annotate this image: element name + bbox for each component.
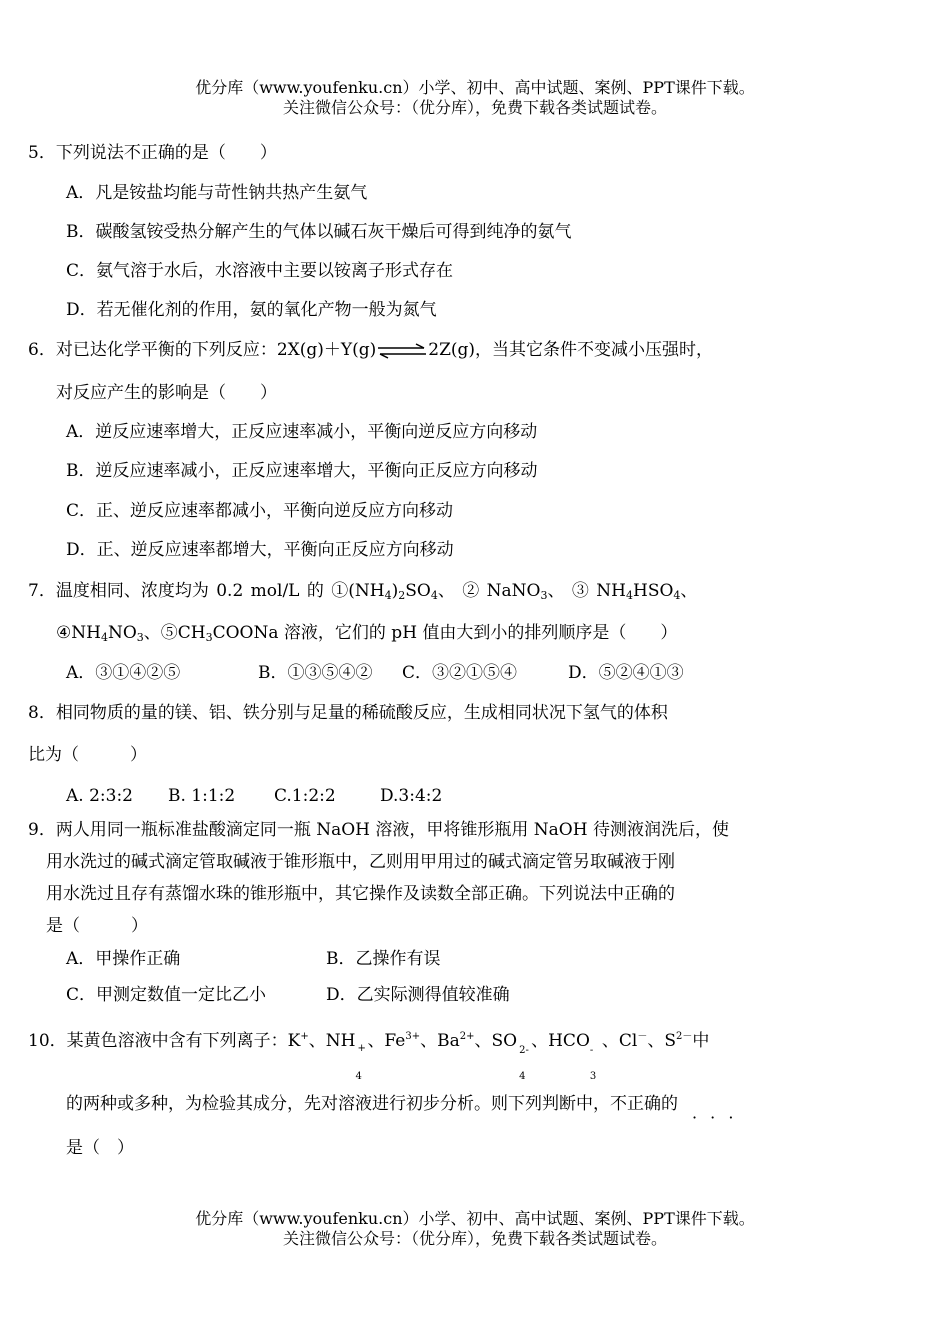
q7-sub-5: 4 bbox=[626, 589, 633, 602]
q10-line-3: 是（ ） bbox=[66, 1138, 134, 1158]
q6-stem-part-2: 2Z(g)，当其它条件不变减小压强时， bbox=[428, 340, 714, 360]
q10-text-nh: 、NH bbox=[308, 1031, 356, 1051]
q10-text-fe: 、Fe bbox=[367, 1031, 406, 1051]
q7-l2-sub-3: 3 bbox=[205, 631, 213, 644]
q7-text-2: ) bbox=[391, 581, 399, 601]
q7-option-d: D．⑤②④①③ bbox=[568, 663, 684, 683]
q7-l2-sub-2: 3 bbox=[136, 631, 144, 644]
q7-sub-1: 4 bbox=[384, 589, 392, 602]
q7-stem bbox=[28, 580, 697, 607]
q7-sub-3: 4 bbox=[430, 589, 438, 602]
q8-option-a: A. 2:3:2 bbox=[66, 786, 133, 806]
q9-line-2: 用水洗过的碱式滴定管取碱液于锥形瓶中，乙则用甲用过的碱式滴定管另取碱液于刚 bbox=[46, 852, 675, 872]
q5-option-a: A．凡是铵盐均能与苛性钠共热产生氨气 bbox=[66, 183, 368, 203]
page-footer bbox=[0, 1209, 950, 1249]
q6-option-b: B．逆反应速率减小，正反应速率增大，平衡向正反应方向移动 bbox=[66, 461, 538, 481]
q10-text-hco: 、HCO bbox=[531, 1031, 590, 1051]
q10-sup-fe: 3+ bbox=[405, 1031, 421, 1042]
q7-sub-4: 3 bbox=[540, 589, 548, 602]
footer-line-2: 关注微信公众号：（优分库），免费下载各类试题试卷。 bbox=[282, 1229, 667, 1248]
q10-sup-hco: - bbox=[589, 1045, 594, 1056]
header-line-1: 优分库（www.youfenku.cn）小学、初中、高中试题、案例、PPT课件下载。 bbox=[195, 78, 755, 97]
q7-option-b: B．①③⑤④② bbox=[258, 663, 373, 683]
q5-option-d: D．若无催化剂的作用，氨的氧化产物一般为氮气 bbox=[66, 300, 437, 320]
q6-stem-line-2: 对反应产生的影响是（ ） bbox=[56, 383, 277, 403]
q9-option-c: C．甲测定数值一定比乙小 bbox=[66, 985, 267, 1005]
q6-option-c: C．正、逆反应速率都减小，平衡向逆反应方向移动 bbox=[66, 501, 454, 521]
q5-option-b: B．碳酸氢铵受热分解产生的气体以碱石灰干燥后可得到纯净的氨气 bbox=[66, 222, 572, 242]
q8-stem-line-2: 比为（ ） bbox=[28, 745, 147, 765]
q7-l2-text-3: 、⑤CH bbox=[143, 623, 206, 643]
q7-text-5: 、 ③ NH bbox=[547, 581, 626, 601]
q6-stem bbox=[28, 339, 713, 362]
q8-option-b: B. 1:1:2 bbox=[168, 786, 236, 806]
q7-text-6: HSO bbox=[633, 581, 674, 601]
equilibrium-arrow-icon bbox=[376, 340, 428, 362]
q6-option-d: D．正、逆反应速率都增大，平衡向正反应方向移动 bbox=[66, 540, 454, 560]
q10-stem bbox=[28, 1026, 710, 1082]
q6-option-a: A．逆反应速率增大，正反应速率减小，平衡向逆反应方向移动 bbox=[66, 422, 538, 442]
q8-option-d: D.3:4:2 bbox=[380, 786, 443, 806]
q7-text-4: 、 ② NaNO bbox=[437, 581, 541, 601]
q7-text-7: 、 bbox=[680, 581, 698, 601]
q7-text-3: SO bbox=[405, 581, 431, 601]
q10-text-ba: 、Ba bbox=[420, 1031, 460, 1051]
q7-sub-6: 4 bbox=[673, 589, 681, 602]
q5-stem: 5．下列说法不正确的是（ ） bbox=[28, 143, 277, 163]
q7-l2-text-2: NO bbox=[107, 623, 137, 643]
q8-option-c: C.1:2:2 bbox=[274, 786, 336, 806]
q7-option-a: A．③①④②⑤ bbox=[66, 663, 181, 683]
q6-stem-part-1: 6．对已达化学平衡的下列反应：2X(g)＋Y(g) bbox=[28, 340, 377, 360]
page-header bbox=[0, 78, 950, 118]
q7-l2-text-1: ④NH bbox=[56, 623, 101, 643]
q10-sup-k: + bbox=[300, 1031, 309, 1042]
q10-sub-hco: 3 bbox=[589, 1071, 597, 1082]
q10-text-k: 10．某黄色溶液中含有下列离子：K bbox=[28, 1031, 301, 1051]
q10-text-s: 、S bbox=[647, 1031, 676, 1051]
q10-text-end: 中 bbox=[692, 1031, 710, 1051]
q9-line-4: 是（ ） bbox=[46, 916, 148, 936]
q7-option-c: C．③②①⑤④ bbox=[402, 663, 518, 683]
q7-l2-sub-1: 4 bbox=[100, 631, 108, 644]
q7-text-1: 7．温度相同、浓度均为 0.2 mol/L 的 ①(NH bbox=[28, 581, 385, 601]
q8-stem: 8．相同物质的量的镁、铝、铁分别与足量的稀硫酸反应，生成相同状况下氢气的体积 bbox=[28, 703, 668, 723]
emphasis-dots: · · · bbox=[692, 1108, 738, 1127]
q5-option-c: C．氨气溶于水后，水溶液中主要以铵离子形式存在 bbox=[66, 261, 454, 281]
q10-text-cl: 、Cl bbox=[601, 1031, 638, 1051]
q10-sup-cl: － bbox=[637, 1031, 648, 1042]
q10-sup-ba: 2+ bbox=[459, 1031, 475, 1042]
q10-sub-so: 4 bbox=[519, 1071, 526, 1082]
footer-line-1: 优分库（www.youfenku.cn）小学、初中、高中试题、案例、PPT课件下载。 bbox=[195, 1209, 755, 1228]
q9-option-a: A．甲操作正确 bbox=[66, 949, 181, 969]
q9-option-b: B．乙操作有误 bbox=[326, 949, 441, 969]
q10-text-so: 、SO bbox=[474, 1031, 518, 1051]
q7-sub-2: 2 bbox=[398, 589, 406, 602]
q10-sup-s: 2－ bbox=[676, 1031, 693, 1042]
q10-sup-so: 2- bbox=[519, 1045, 529, 1056]
q10-line-2: 的两种或多种，为检验其成分，先对溶液进行初步分析。则下列判断中，不正确的 bbox=[66, 1094, 678, 1114]
q9-option-d: D．乙实际测得值较准确 bbox=[326, 985, 510, 1005]
q9-line-1: 9．两人用同一瓶标准盐酸滴定同一瓶 NaOH 溶液，甲将锥形瓶用 NaOH 待测液润洗后，使 bbox=[28, 820, 729, 840]
header-line-2: 关注微信公众号：（优分库），免费下载各类试题试卷。 bbox=[282, 98, 667, 117]
q10-sub-nh: 4 bbox=[355, 1071, 362, 1082]
q7-l2-text-4: COONa 溶液，它们的 pH 值由大到小的排列顺序是（ ） bbox=[212, 623, 678, 643]
q10-sup-nh: + bbox=[357, 1043, 366, 1054]
q9-line-3: 用水洗过且存有蒸馏水珠的锥形瓶中，其它操作及读数全部正确。下列说法中正确的 bbox=[46, 884, 675, 904]
q7-stem-line-2 bbox=[56, 622, 677, 649]
